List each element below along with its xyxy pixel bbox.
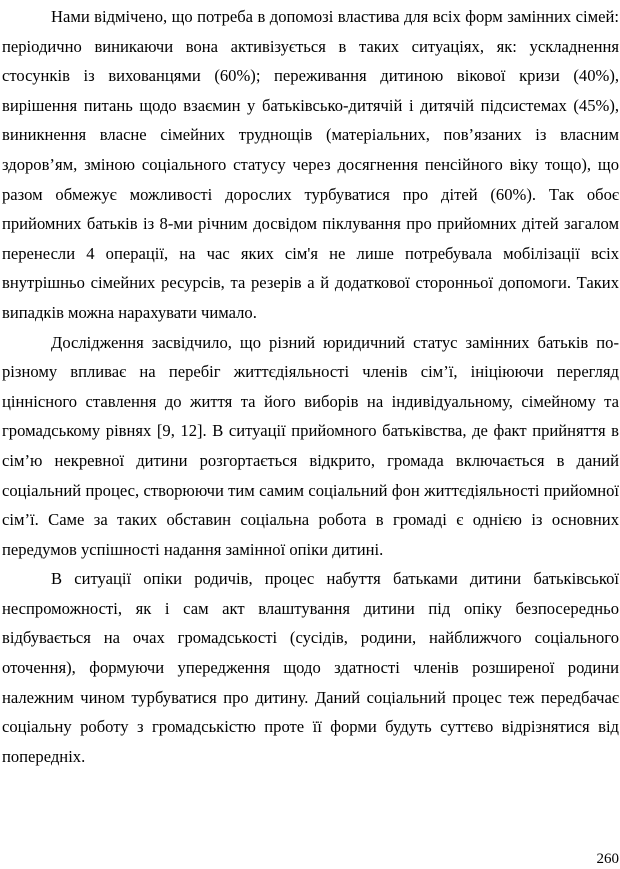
paragraph-kinship-care: В ситуації опіки родичів, процес набуття батьками дитини батьківської неспроможності, як і сам акт влаштування дитини під опіку безпосередньо відбувається на очах громадськості (сусідів, родини, найближчого соціального оточення), формуючи упередження щодо здатності членів розширеної родини належним чином турбуватися про дитину. Даний соціальний процес теж передбачає соціальну роботу з громадськістю проте її форми будуть суттєво відрізнятися від попередніх. <box>2 569 619 766</box>
page-number: 260 <box>596 851 619 867</box>
body-text <box>2 2 619 771</box>
paragraph-legal-status: Дослідження засвідчило, що різний юридичний статус замінних батьків по-різному впливає на перебіг життєдіяльності членів сім’ї, ініціюючи перегляд ціннісного ставлення до життя та його виборів на індивідуальному, сімейному та громадському рівнях [9, 12]. В ситуації прийомного батьківства, де факт прийняття в сім’ю некревної дитини розгортається відкрито, громада включається в даний соціальний процес, створюючи тим самим соціальний фон життєдіяльності прийомної сім’ї. Саме за таких обставин соціальна робота в громаді є однією із основних передумов успішності надання замінної опіки дитині. <box>2 332 619 559</box>
paragraph-support-needs: Нами відмічено, що потреба в допомозі властива для всіх форм замінних сімей: періодично виникаючи вона активізується в таких ситуаціях, як: ускладнення стосунків із вихованцями (60%); переживання дитиною вікової кризи (40%), вирішення питань щодо взаємин у батьківсько-дитячій і дитячій підсистемах (45%), виникнення власне сімейних труднощів (матеріальних, пов’язаних із власним здоров’ям, зміною соціального статусу через досягнення пенсійного віку тощо), що разом обмежує можливості дорослих турбуватися про дітей (60%). Так обоє прийомних батьків із 8-ми річним досвідом піклування про прийомних дітей загалом перенесли 4 операції, на час яких сім'я не лише потребувала мобілізації всіх внутрішньо сімейних ресурсів, та резерів а й додаткової сторонньої допомоги. Таких випадків можна нарахувати чимало. <box>2 7 619 322</box>
